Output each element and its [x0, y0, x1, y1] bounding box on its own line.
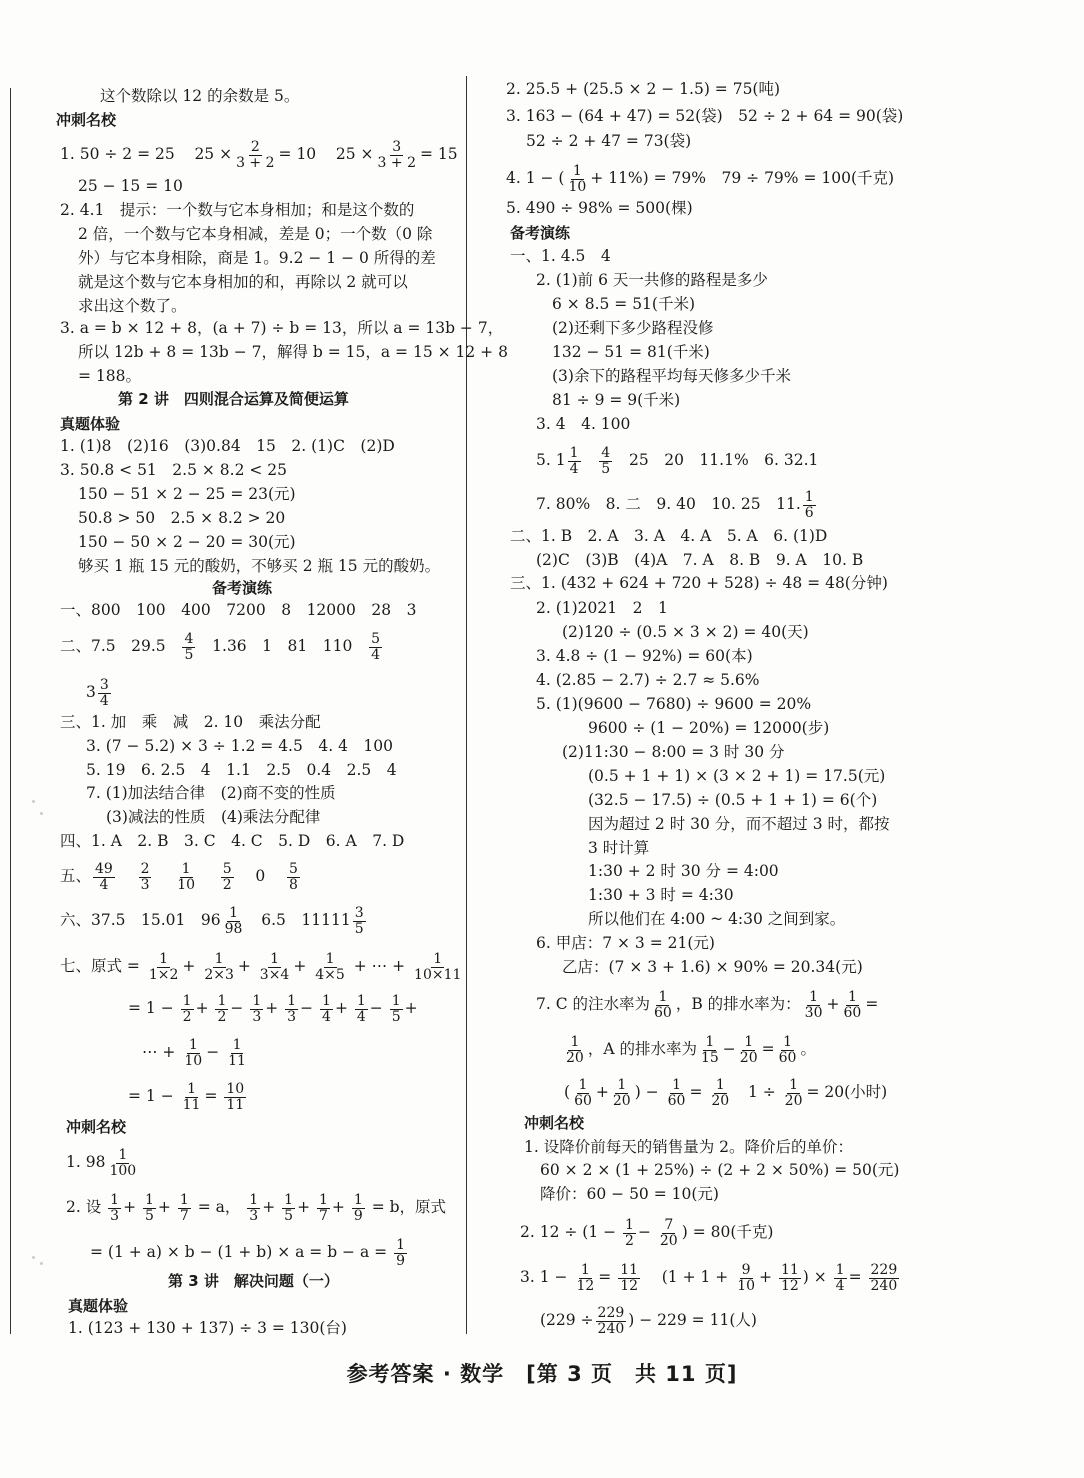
page-footer: 参考答案 · 数学 [第 3 页 共 11 页] [346, 1362, 738, 1386]
answer-line: 81 ÷ 9 = 9(千米) [552, 391, 681, 409]
answer-line: 三、1. 加 乘 减 2. 10 乘法分配 [60, 713, 321, 731]
answer-line: 五、 $\frac{49}{4}$ $\frac{2}{3}$ $\frac{1}{10}$ $\frac{5}{2}$ 0 $\frac{5}{8}$ [60, 861, 298, 893]
answer-line: 二、7.5 29.5 $\frac{4}{5}$ 1.36 1 81 110 $\frac{5}{4}$ [60, 631, 381, 663]
answer-line: 7. C 的注水率为 $\frac{1}{60}$ ，B 的排水率为： $\frac{1}{30}$ + $\frac{1}{60}$ = [536, 989, 879, 1021]
answer-line: = (1 + a) × b − (1 + b) × a = b − a = $\frac{1}{9}$ [90, 1237, 405, 1269]
answer-line: 二、1. B 2. A 3. A 4. A 5. A 6. (1)D [510, 527, 828, 545]
answer-line: 7. 80% 8. 二 9. 40 10. 25 11. $\frac{1}{6}$ [536, 489, 814, 521]
answer-line: 5. 490 ÷ 98% = 500(棵) [506, 199, 693, 217]
answer-line: 5. 19 6. 2.5 4 1.1 2.5 0.4 2.5 4 [86, 761, 397, 779]
answer-line: 一、1. 4.5 4 [510, 247, 611, 265]
answer-line: 一、800 100 400 7200 8 12000 28 3 [60, 601, 417, 619]
answer-line: 所以他们在 4:00 ~ 4:30 之间到家。 [588, 910, 846, 928]
answer-line: (0.5 + 1 + 1) × (3 × 2 + 1) = 17.5(元) [588, 767, 886, 785]
answer-line: 2. 设 $\frac{1}{3}$ + $\frac{1}{5}$ + $\frac{1}{7}$ = a， $\frac{1}{3}$ + $\frac{1}{5}$ + $\frac{1}{7}$ + $\frac{1}{9}$ = b，原式 [66, 1192, 447, 1224]
answer-line: 50.8 > 50 2.5 × 8.2 > 20 [78, 509, 286, 527]
answer-line: 因为超过 2 时 30 分，而不超过 3 时，都按 [588, 815, 890, 833]
column-divider [466, 76, 467, 1334]
answer-line: 2. 25.5 + (25.5 × 2 − 1.5) = 75(吨) [506, 80, 781, 98]
left-margin-rule [10, 88, 11, 1334]
answer-line: 3 $\frac{3}{4}$ [86, 677, 109, 709]
section-heading: 冲刺名校 [524, 1114, 585, 1132]
answer-line: 七、原式 = $\frac{1}{1\times 2}$ + $\frac{1}{2\times 3}$ + $\frac{1}{3\times 4}$ + $\frac{1}{4\times 5}$ + ⋯ + $\frac{1}{10\times 11}$ [60, 951, 462, 983]
chapter-title: 第 2 讲 四则混合运算及简便运算 [118, 390, 349, 408]
answer-line: 1. 设降价前每天的销售量为 2。降价后的单价： [524, 1138, 854, 1156]
answer-line: (2)C (3)B (4)A 7. A 8. B 9. A 10. B [536, 551, 864, 569]
answer-line: 三、1. (432 + 624 + 720 + 528) ÷ 48 = 48(分钟) [510, 574, 888, 592]
answer-line: 3. 163 − (64 + 47) = 52(袋) 52 ÷ 2 + 64 = 90(袋) [506, 107, 904, 125]
answer-line: 9600 ÷ (1 − 20%) = 12000(步) [588, 719, 830, 737]
answer-line: 1:30 + 2 时 30 分 = 4:00 [588, 862, 779, 880]
answer-line: 乙店：(7 × 3 + 1.6) × 90% = 20.34(元) [562, 958, 863, 976]
section-heading: 冲刺名校 [66, 1118, 127, 1136]
scan-speck [32, 800, 35, 803]
answer-line: 降价：60 − 50 = 10(元) [540, 1185, 719, 1203]
answer-line: 3. 1 − $\frac{1}{12}$ = $\frac{11}{12}$ (1 + 1 + $\frac{9}{10}$ + $\frac{11}{12}$ ) × $\frac{1}{4}$ = $\frac{229}{240}$ [520, 1262, 898, 1294]
answer-line: $\frac{1}{20}$ ，A 的排水率为 $\frac{1}{15}$ − $\frac{1}{20}$ = $\frac{1}{60}$ 。 [566, 1034, 816, 1066]
answer-line: = 1 − $\frac{1}{2}$ + $\frac{1}{2}$ − $\frac{1}{3}$ + $\frac{1}{3}$ − $\frac{1}{4}$ + $\frac{1}{4}$ − $\frac{1}{5}$ + [128, 993, 418, 1025]
answer-line: 四、1. A 2. B 3. C 4. C 5. D 6. A 7. D [60, 832, 405, 850]
answer-line: 六、37.5 15.01 96 $\frac{1}{98}$ 6.5 11111 $\frac{3}{5}$ [60, 905, 364, 937]
answer-line: = 1 − $\frac{1}{11}$ = $\frac{10}{11}$ [128, 1081, 245, 1113]
answer-line: ⋯ + $\frac{1}{10}$ − $\frac{1}{11}$ [142, 1037, 246, 1069]
answer-line: 所以 12b + 8 = 13b − 7，解得 b = 15，a = 15 × 12 + 8 [78, 343, 508, 361]
answer-line: (2)还剩下多少路程没修 [552, 319, 714, 337]
text-line: 这个数除以 12 的余数是 5。 [100, 87, 300, 105]
answer-line: 就是这个数与它本身相加的和，再除以 2 就可以 [78, 273, 408, 291]
answer-line: 3. 50.8 < 51 2.5 × 8.2 < 25 [60, 461, 287, 479]
answer-line: 5. 1 $\frac{1}{4}$ $\frac{4}{5}$ 25 20 11.1% 6. 32.1 [536, 445, 819, 477]
answer-line: 1. (123 + 130 + 137) ÷ 3 = 130(台) [68, 1319, 347, 1337]
section-heading: 真题体验 [68, 1297, 129, 1315]
answer-line: 4. (2.85 − 2.7) ÷ 2.7 ≈ 5.6% [536, 671, 760, 689]
answer-line: 2. (1)2021 2 1 [536, 599, 668, 617]
answer-line: 3. a = b × 12 + 8，(a + 7) ÷ b = 13，所以 a = 13b − 7， [60, 319, 504, 337]
answer-line: 够买 1 瓶 15 元的酸奶，不够买 2 瓶 15 元的酸奶。 [78, 557, 441, 575]
answer-line: 求出这个数了。 [78, 297, 187, 315]
section-heading: 备考演练 [510, 224, 571, 242]
answer-line: 6. 甲店：7 × 3 = 21(元) [536, 934, 715, 952]
answer-line: (3)余下的路程平均每天修多少千米 [552, 367, 791, 385]
section-heading: 备考演练 [212, 579, 273, 597]
section-heading: 真题体验 [60, 415, 121, 433]
answer-line: 6 × 8.5 = 51(千米) [552, 295, 696, 313]
answer-line: 25 − 15 = 10 [78, 177, 183, 195]
answer-line: 4. 1 − ( $\frac{1}{10}$ + 11%) = 79% 79 ÷ 79% = 100(千克) [506, 163, 895, 195]
answer-line: 2. 12 ÷ (1 − $\frac{1}{2}$ − $\frac{7}{20}$ ) = 80(千克) [520, 1217, 774, 1249]
answer-line: 3. (7 − 5.2) × 3 ÷ 1.2 = 4.5 4. 4 100 [86, 737, 394, 755]
scan-speck [32, 1256, 35, 1259]
answer-line: 1. 50 ÷ 2 = 25 25 × $\frac{2}{3 + 2}$ = 10 25 × $\frac{3}{3 + 2}$ = 15 [60, 139, 458, 171]
answer-line: = 188。 [78, 367, 141, 385]
answer-line: 1. (1)8 (2)16 (3)0.84 15 2. (1)C (2)D [60, 437, 395, 455]
answer-line: 2. (1)前 6 天一共修的路程是多少 [536, 271, 768, 289]
answer-line: 外）与它本身相除，商是 1。9.2 − 1 − 0 所得的差 [78, 249, 436, 267]
answer-line: 7. (1)加法结合律 (2)商不变的性质 [86, 784, 336, 802]
answer-line: 52 ÷ 2 + 47 = 73(袋) [526, 132, 692, 150]
scan-speck [40, 1262, 43, 1265]
answer-line: ( $\frac{1}{60}$ + $\frac{1}{20}$ ) − $\frac{1}{60}$ = $\frac{1}{20}$ 1 ÷ $\frac{1}{20}$ = 20(小时) [564, 1077, 888, 1109]
answer-line: (32.5 − 17.5) ÷ (0.5 + 1 + 1) = 6(个) [588, 791, 878, 809]
answer-line: 3 时计算 [588, 839, 650, 857]
answer-line: 1:30 + 3 时 = 4:30 [588, 886, 734, 904]
answer-line: (2)120 ÷ (0.5 × 3 × 2) = 40(天) [562, 623, 809, 641]
answer-line: 2. 4.1 提示：一个数与它本身相加；和是这个数的 [60, 201, 415, 219]
answer-line: 132 − 51 = 81(千米) [552, 343, 710, 361]
scan-speck [40, 812, 43, 815]
answer-line: (3)减法的性质 (4)乘法分配律 [106, 808, 321, 826]
answer-line: 60 × 2 × (1 + 25%) ÷ (2 + 2 × 50%) = 50(元) [540, 1161, 900, 1179]
answer-line: 2 倍，一个数与它本身相减，差是 0；一个数（0 除 [78, 225, 433, 243]
section-heading: 冲刺名校 [56, 111, 117, 129]
answer-line: 150 − 50 × 2 − 20 = 30(元) [78, 533, 296, 551]
answer-line: 3. 4.8 ÷ (1 − 92%) = 60(本) [536, 647, 753, 665]
answer-line: (2)11:30 − 8:00 = 3 时 30 分 [562, 743, 785, 761]
answer-line: (229 ÷ $\frac{229}{240}$ ) − 229 = 11(人) [540, 1305, 757, 1337]
answer-line: 1. 98 $\frac{1}{100}$ [66, 1147, 137, 1179]
chapter-title: 第 3 讲 解决问题（一） [168, 1272, 339, 1290]
answer-line: 5. (1)(9600 − 7680) ÷ 9600 = 20% [536, 695, 812, 713]
answer-line: 150 − 51 × 2 − 25 = 23(元) [78, 485, 296, 503]
answer-line: 3. 4 4. 100 [536, 415, 631, 433]
